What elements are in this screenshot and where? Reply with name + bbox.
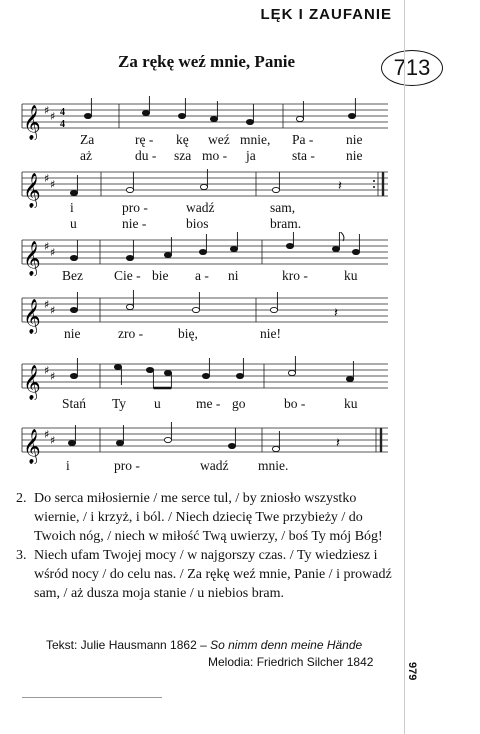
lyric-syllable: nie [346, 148, 363, 163]
staff-6 [0, 420, 480, 464]
quarter-rest-icon: 𝄽 [336, 436, 340, 451]
lyric-syllable: me - [196, 396, 221, 411]
time-signature-bottom: 4 [60, 119, 65, 130]
lyric-syllable: mnie, [240, 132, 271, 147]
sharp-icon: ♯ [44, 428, 50, 441]
quarter-rest-icon: 𝄽 [338, 179, 342, 194]
treble-clef-icon: 𝄞 [23, 173, 41, 208]
sharp-icon: ♯ [50, 370, 56, 383]
sharp-icon: ♯ [50, 110, 56, 123]
lyric-syllable: aż [80, 148, 92, 163]
lyric-syllable: rę - [135, 132, 154, 147]
lyric-syllable: Bez [62, 268, 83, 283]
verse-number: 3. [16, 548, 27, 563]
lyric-syllable: ja [246, 148, 256, 163]
lyric-syllable: sza [174, 148, 192, 163]
treble-clef-icon: 𝄞 [23, 299, 41, 334]
lyric-syllable: go [232, 396, 246, 411]
lyric-syllable: mnie. [258, 458, 289, 473]
staff-5 [0, 356, 480, 400]
sharp-icon: ♯ [50, 434, 56, 447]
original-title: So nimm denn meine Hände [210, 638, 363, 652]
lyric-syllable: bię, [178, 326, 198, 341]
lyric-syllable: bios [186, 216, 209, 231]
sharp-icon: ♯ [44, 364, 50, 377]
lyric-syllable: sam, [270, 200, 296, 215]
lyric-syllable: Ty [112, 396, 127, 411]
lyric-syllable: ni [228, 268, 239, 283]
lyric-syllable: wadź [200, 458, 229, 473]
lyric-syllable: i [70, 200, 74, 215]
text-credit-label: Tekst: Julie Hausmann 1862 – [46, 638, 207, 652]
page-number: 979 [406, 662, 418, 681]
sharp-icon: ♯ [44, 104, 50, 117]
lyric-syllable: pro - [114, 458, 140, 473]
music-system-1 [0, 96, 480, 168]
divider [22, 697, 162, 698]
lyric-syllable: weź [208, 132, 230, 147]
music-system-2 [0, 164, 480, 236]
lyric-syllable: nie [346, 132, 363, 147]
lyric-syllable: u [154, 396, 161, 411]
lyric-syllable: mo - [202, 148, 228, 163]
page-edge-line [404, 0, 405, 734]
lyric-syllable: kro - [282, 268, 308, 283]
text-credit [46, 638, 362, 652]
hymn-number: 713 [381, 50, 443, 86]
quarter-rest-icon: 𝄽 [334, 306, 338, 321]
lyric-syllable: sta - [292, 148, 315, 163]
lyric-syllable: Za [80, 132, 95, 147]
sharp-icon: ♯ [44, 172, 50, 185]
music-system-4 [0, 290, 480, 348]
lyric-syllable: kę [176, 132, 189, 147]
sharp-icon: ♯ [50, 246, 56, 259]
lyric-syllable: a - [195, 268, 209, 283]
lyric-syllable: Cie - [114, 268, 141, 283]
lyric-syllable: ku [344, 268, 358, 283]
sharp-icon: ♯ [50, 304, 56, 317]
music-system-5 [0, 356, 480, 416]
lyric-syllable: Pa - [292, 132, 314, 147]
lyric-syllable: bie [152, 268, 169, 283]
lyric-syllable: bram. [270, 216, 302, 231]
lyric-syllable: pro - [122, 200, 148, 215]
lyric-syllable: nie! [260, 326, 281, 341]
verse-number: 2. [16, 491, 27, 506]
lyric-syllable: wadź [186, 200, 215, 215]
sharp-icon: ♯ [50, 178, 56, 191]
lyric-syllable: bo - [284, 396, 306, 411]
music-system-3 [0, 232, 480, 290]
sharp-icon: ♯ [44, 298, 50, 311]
time-signature-top: 4 [60, 107, 65, 118]
lyric-syllable: du - [135, 148, 157, 163]
lyric-syllable: nie [64, 326, 81, 341]
treble-clef-icon: 𝄞 [23, 241, 41, 276]
hymn-title: Za rękę weź mnie, Panie [118, 52, 296, 71]
lyric-syllable: i [66, 458, 70, 473]
verses-block [16, 489, 396, 603]
lyric-syllable: zro - [118, 326, 144, 341]
verse-text: Do serca miłosiernie / me serce tul, / by zniosło wszystko wiernie, / i krzyż, i ból. / Niech dziecię Twe przybieży / do Twoich nóg, / niech w miłość Twą uwierzy, / boś Ty mój Bóg! [34, 491, 383, 544]
melody-credit: Melodia: Friedrich Silcher 1842 [208, 655, 374, 669]
music-system-6 [0, 420, 480, 480]
treble-clef-icon: 𝄞 [23, 429, 41, 464]
lyric-syllable: nie - [122, 216, 147, 231]
sharp-icon: ♯ [44, 240, 50, 253]
lyric-syllable: ku [344, 396, 358, 411]
lyric-syllable: u [70, 216, 77, 231]
treble-clef-icon: 𝄞 [23, 365, 41, 400]
verse-3 [16, 546, 396, 603]
verse-text: Niech ufam Twojej mocy / w najgorszy czas. / Ty wiedziesz i wśród nocy / do celu nas. / Za rękę weź mnie, Panie / i prowadź sam, / aż dusza moja stanie / u niebios bram. [34, 548, 392, 601]
treble-clef-icon: 𝄞 [23, 105, 41, 140]
section-heading: LĘK I ZAUFANIE [260, 6, 392, 23]
verse-2 [16, 489, 396, 546]
lyric-syllable: Stań [62, 396, 87, 411]
